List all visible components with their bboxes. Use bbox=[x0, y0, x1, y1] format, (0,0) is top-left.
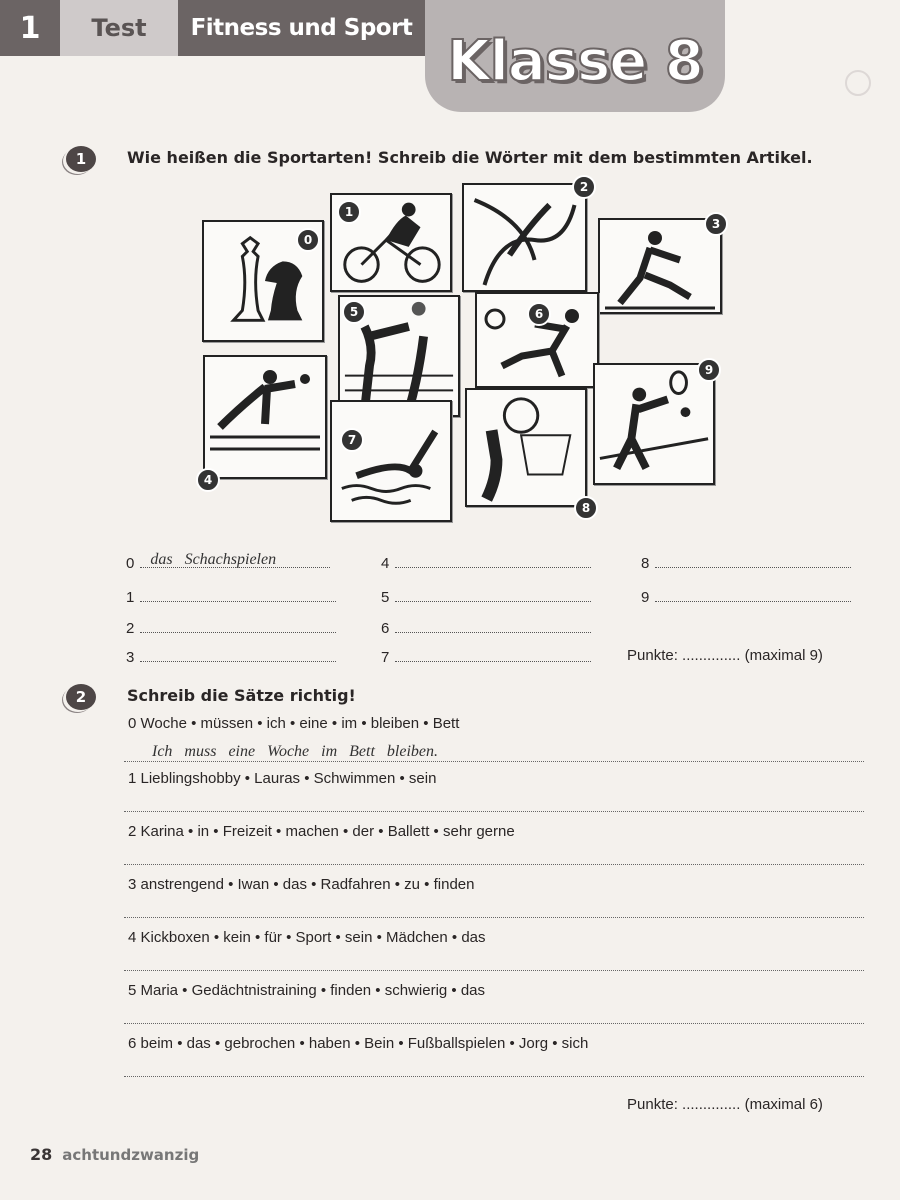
answer-field[interactable] bbox=[395, 587, 591, 602]
score-label: Punkte: bbox=[627, 1096, 678, 1113]
grade-tab bbox=[425, 0, 725, 112]
answer-row-4 bbox=[381, 553, 591, 572]
sentence-prompt-4: 4 Kickboxen • kein • für • Sport • sein • Mädchen • das bbox=[128, 929, 486, 946]
picture-number: 2 bbox=[572, 175, 596, 199]
sentence-answer-line-3[interactable] bbox=[124, 899, 864, 918]
answer-row-1 bbox=[126, 587, 336, 606]
sentence-answer-line-0[interactable] bbox=[124, 743, 864, 762]
answer-field[interactable] bbox=[140, 647, 336, 662]
exercise-1-badge: 1 bbox=[66, 146, 96, 172]
answer-field[interactable] bbox=[140, 618, 336, 633]
picture-number: 4 bbox=[196, 468, 220, 492]
sentence-prompt-1: 1 Lieblingshobby • Lauras • Schwimmen • sein bbox=[128, 770, 437, 787]
answer-field[interactable] bbox=[395, 618, 591, 633]
grade-title: Klasse 8 bbox=[447, 28, 703, 94]
picture-swimming bbox=[330, 400, 452, 522]
score-field[interactable]: .............. bbox=[682, 1096, 741, 1113]
picture-number: 1 bbox=[337, 200, 361, 224]
answer-field[interactable] bbox=[655, 553, 851, 568]
sentence-answer-handwritten: Ich muss eine Woche im Bett bleiben. bbox=[152, 743, 439, 760]
picture-number: 7 bbox=[340, 428, 364, 452]
sentence-answer-line-4[interactable] bbox=[124, 952, 864, 971]
sentence-answer-line-1[interactable] bbox=[124, 793, 864, 812]
score-max: (maximal 9) bbox=[744, 647, 823, 664]
picture-number: 8 bbox=[574, 496, 598, 520]
section-label: Test bbox=[60, 0, 178, 56]
picture-number: 9 bbox=[697, 358, 721, 382]
answer-handwritten: das Schachspielen bbox=[150, 551, 277, 568]
answer-number: 5 bbox=[381, 589, 390, 606]
page-number: 28 bbox=[30, 1145, 53, 1164]
answer-number: 9 bbox=[641, 589, 650, 606]
answer-number: 8 bbox=[641, 555, 650, 572]
score-2 bbox=[627, 1096, 823, 1113]
answer-row-7 bbox=[381, 647, 591, 666]
answer-number: 6 bbox=[381, 620, 390, 637]
sentence-prompt-0: 0 Woche • müssen • ich • eine • im • bleiben • Bett bbox=[128, 715, 460, 732]
exercise-2-title: Schreib die Sätze richtig! bbox=[127, 686, 356, 705]
answer-field[interactable] bbox=[140, 587, 336, 602]
answer-number: 2 bbox=[126, 620, 135, 637]
answer-number: 3 bbox=[126, 649, 135, 666]
sentence-answer-line-2[interactable] bbox=[124, 846, 864, 865]
picture-number: 6 bbox=[527, 302, 551, 326]
page-number-word: achtundzwanzig bbox=[62, 1146, 200, 1164]
picture-skiing bbox=[598, 218, 722, 314]
answer-row-9 bbox=[641, 587, 851, 606]
score-1 bbox=[627, 647, 823, 664]
bleed-through-icon bbox=[845, 70, 871, 96]
topic-title: Fitness und Sport bbox=[178, 0, 425, 56]
answer-row-5 bbox=[381, 587, 591, 606]
picture-tennis bbox=[593, 363, 715, 485]
answer-field[interactable] bbox=[140, 553, 330, 568]
sentence-answer-line-5[interactable] bbox=[124, 1005, 864, 1024]
answer-field[interactable] bbox=[395, 647, 591, 662]
score-max: (maximal 6) bbox=[744, 1096, 823, 1113]
score-label: Punkte: bbox=[627, 647, 678, 664]
answer-number: 0 bbox=[126, 555, 135, 572]
picture-table-tennis bbox=[203, 355, 327, 479]
score-field[interactable]: .............. bbox=[682, 647, 741, 664]
answer-row-3 bbox=[126, 647, 336, 666]
picture-number: 5 bbox=[342, 300, 366, 324]
answer-number: 1 bbox=[126, 589, 135, 606]
picture-number: 0 bbox=[296, 228, 320, 252]
answer-row-0 bbox=[126, 553, 330, 572]
answer-field[interactable] bbox=[655, 587, 851, 602]
exercise-1-title: Wie heißen die Sportarten! Schreib die Wörter mit dem bestimmten Artikel. bbox=[127, 148, 813, 167]
picture-gymnastics bbox=[462, 183, 587, 292]
sentence-answer-line-6[interactable] bbox=[124, 1058, 864, 1077]
picture-number: 3 bbox=[704, 212, 728, 236]
sentence-prompt-3: 3 anstrengend • Iwan • das • Radfahren • zu • finden bbox=[128, 876, 475, 893]
answer-row-6 bbox=[381, 618, 591, 637]
picture-basketball bbox=[465, 388, 587, 507]
sentence-prompt-5: 5 Maria • Gedächtnistraining • finden • schwierig • das bbox=[128, 982, 486, 999]
answer-number: 7 bbox=[381, 649, 390, 666]
sentence-prompt-6: 6 beim • das • gebrochen • haben • Bein • Fußballspielen • Jorg • sich bbox=[128, 1035, 589, 1052]
answer-field[interactable] bbox=[395, 553, 591, 568]
page-footer bbox=[30, 1145, 199, 1164]
exercise-2-badge: 2 bbox=[66, 684, 96, 710]
answer-row-8 bbox=[641, 553, 851, 572]
answer-number: 4 bbox=[381, 555, 390, 572]
answer-row-2 bbox=[126, 618, 336, 637]
sentence-prompt-2: 2 Karina • in • Freizeit • machen • der • Ballett • sehr gerne bbox=[128, 823, 515, 840]
unit-number: 1 bbox=[0, 0, 60, 56]
